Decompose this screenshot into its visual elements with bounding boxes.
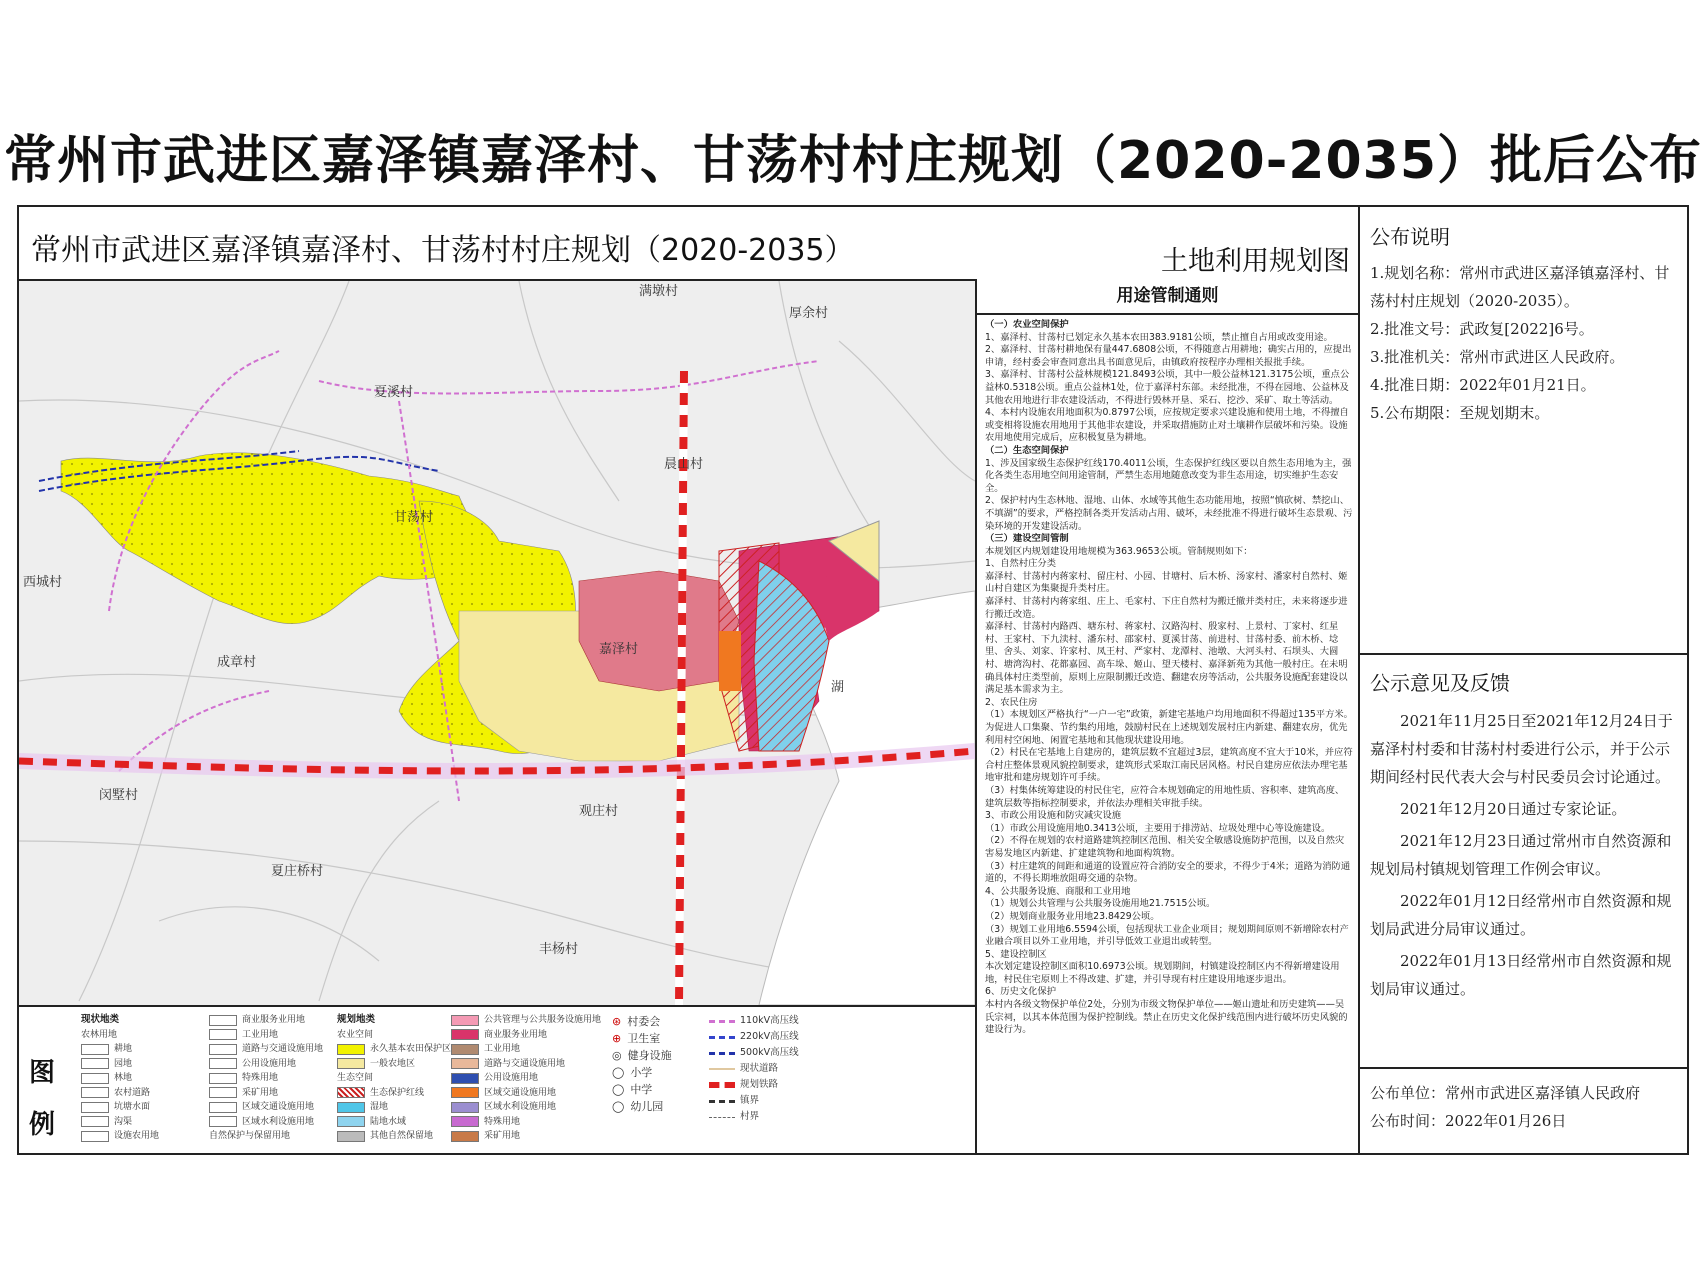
legend-item: 区域交通设施用地 xyxy=(209,1100,323,1115)
notice-panel xyxy=(1360,207,1687,1153)
legend-item: 自然保护与保留用地 xyxy=(209,1131,291,1141)
rules-paragraph: （1）本规划区严格执行“一户一宅”政策，新建宅基地户均用地面积不得超过135平方米。为促进人口集聚、节约集约用地，鼓励村民在上述规划发展村庄内新建、翻建农房，优先利用村空闲地、闲置宅基地和其他现状建设用地。 xyxy=(985,709,1353,746)
legend-item: 设施农用地 xyxy=(81,1129,159,1144)
legend-item: 农林用地 xyxy=(81,1029,118,1040)
legend-heading: 现状地类 xyxy=(81,1014,120,1025)
legend-item: 工业用地 xyxy=(209,1028,323,1043)
rules-body xyxy=(985,319,1353,1037)
rules-paragraph: （3）村庄建筑的间距和通道的设置应符合消防安全的要求，不得少于4米；道路为消防通道的，不得长期堆放阻碍交通的杂物。 xyxy=(985,860,1351,885)
feedback-item: 2021年12月20日通过专家论证。 xyxy=(1400,800,1627,818)
rules-paragraph: （2）村民在宅基地上自建房的，建筑层数不宜超过3层，建筑高度不宜大于10米，并应符合村庄整体景观风貌控制要求，建筑形式采取江南民居风格。村民自建房应依法办理宅基地审批和建房规划许可手续。 xyxy=(985,747,1353,784)
legend-item: 公共管理与公共服务设施用地 xyxy=(451,1013,601,1028)
rules-paragraph: （1）规划公共管理与公共服务设施用地21.7515公顷。 xyxy=(985,898,1216,910)
legend-item: 规划铁路 xyxy=(709,1077,799,1093)
legend-column-lines xyxy=(709,1013,799,1125)
legend-label: 图例 xyxy=(29,1058,56,1140)
village-label: 湖 xyxy=(831,680,845,695)
rules-paragraph: （2）规划商业服务业用地23.8429公顷。 xyxy=(985,910,1160,922)
village-label: 西城村 xyxy=(23,575,63,590)
rules-paragraph: 2、保护村内生态林地、湿地、山体、水域等其他生态功能用地，按照“慎砍树、禁挖山、不填湖”的要求，严格控制各类开发活动占用、破坏，未经批准不得进行破坏生态景观、污染环境的开发建设活动。 xyxy=(985,495,1353,532)
legend-item: 湿地 xyxy=(337,1100,451,1115)
rules-paragraph: 嘉泽村、甘荡村内路西、塘东村、蒋家村、汉路沟村、殷家村、上景村、丁家村、红星村、王家村、下九渎村、潘东村、邵家村、夏溪甘荡、前进村、甘荡村委、前木桥、埝里、舍头、刘家、许家村、凤王村、严家村、龙潭村、池墩、大河头村、石坝头、大圆村、塘湾沟村、花都嘉园、高车垛、姬山、望天楼村、嘉泽新苑为其他一般村庄。在未明确具体村庄类型前，原则上应限制搬迁改造、翻建农房等活动，公共服务设施配套建设以满足基本需求为主。 xyxy=(985,621,1348,696)
kindergarten-icon: ◯ xyxy=(612,1100,625,1113)
rules-paragraph: 本村内各级文物保护单位2处，分别为市级文物保护单位——姬山遗址和历史建筑——吴氏宗祠，以其本体范围为保护控制线。禁止在历史文化保护线范围内进行破坏历史风貌的建设行为。 xyxy=(985,999,1348,1036)
legend-item: 220kV高压线 xyxy=(709,1029,799,1045)
legend-item: ◯ 幼儿园 xyxy=(612,1100,664,1113)
rules-section-heading: （二）生态空间保护 xyxy=(985,444,1069,456)
legend-item: 陆地水域 xyxy=(337,1115,451,1130)
middle-school-icon: ◯ xyxy=(612,1083,625,1096)
legend-item: 沟渠 xyxy=(81,1115,159,1130)
legend-item: ◯ 中学 xyxy=(612,1083,653,1096)
rules-paragraph: 3、市政公用设施和防灾减灾设施 xyxy=(985,810,1122,822)
rules-section-heading: （一）农业空间保护 xyxy=(985,319,1069,330)
village-committee-icon: ⊛ xyxy=(612,1015,622,1028)
industrial-block xyxy=(719,631,741,691)
notice-title: 公布说明 xyxy=(1370,225,1450,249)
rules-paragraph: 本规划区内规划建设用地规模为363.9653公顷。管制规则如下： xyxy=(985,545,1253,557)
legend-item: 区域水利设施用地 xyxy=(451,1100,601,1115)
rules-paragraph: 3、嘉泽村、甘荡村公益林规模121.8493公顷，其中一般公益林121.3175公顷，重点公益林0.5318公顷。重点公益林1处，位于嘉泽村东部。未经批准，不得在园地、公益林及其他农用地进行非农建设活动，不得进行毁林开垦、采石、挖沙、采矿、取土等活动。 xyxy=(985,369,1350,406)
legend-item: 商业服务业用地 xyxy=(451,1028,601,1043)
legend-item: 采矿用地 xyxy=(451,1129,601,1144)
legend-item: 村界 xyxy=(709,1109,799,1125)
divider xyxy=(1360,653,1687,655)
legend-item: 现状道路 xyxy=(709,1061,799,1077)
usage-rules-panel xyxy=(977,279,1358,1153)
notice-item: 1.规划名称：常州市武进区嘉泽镇嘉泽村、甘荡村村庄规划（2020-2035）。 xyxy=(1370,264,1670,310)
notice-item: 4.批准日期：2022年01月21日。 xyxy=(1370,376,1596,394)
map-type-label: 土地利用规划图 xyxy=(1161,246,1350,277)
legend-item: 公用设施用地 xyxy=(451,1071,601,1086)
fitness-icon: ◎ xyxy=(612,1049,622,1062)
village-label: 夏溪村 xyxy=(374,385,414,400)
legend-item: 林地 xyxy=(81,1071,159,1086)
legend-item: 公用设施用地 xyxy=(209,1057,323,1072)
rules-paragraph: 本次划定建设控制区面积10.6973公顷。规划期间，村镇建设控制区内不得新增建设用地，村民住宅原则上不得改建、扩建，并引导现有村庄建设用地逐步退出。 xyxy=(985,961,1340,985)
village-label: 观庄村 xyxy=(579,804,619,819)
rules-paragraph: （1）市政公用设施用地0.3413公顷，主要用于排涝站、垃圾处理中心等设施建设。 xyxy=(985,822,1331,834)
feedback-item: 2022年01月12日经常州市自然资源和规划局武进分局审议通过。 xyxy=(1370,892,1672,938)
rules-paragraph: 1、涉及国家级生态保护红线170.4011公顷，生态保护红线区要以自然生态用地为主，强化各类生态用地空间用途管制，严禁生态用地随意改变为非生态用途，切实维护生态安全。 xyxy=(985,457,1352,494)
village-label: 丰杨村 xyxy=(539,942,579,957)
legend-item: 一般农地区 xyxy=(337,1057,451,1072)
legend-item: 镇界 xyxy=(709,1093,799,1109)
publish-info xyxy=(1360,1067,1687,1135)
map-panel xyxy=(19,207,1360,1153)
map-frame xyxy=(17,205,1689,1155)
legend-column-current-2 xyxy=(209,1013,323,1144)
legend-item: 500kV高压线 xyxy=(709,1045,799,1061)
legend-item: 农村道路 xyxy=(81,1086,159,1101)
feedback-item: 2021年12月23日通过常州市自然资源和规划局村镇规划管理工作例会审议。 xyxy=(1370,832,1672,878)
legend-column-planned xyxy=(337,1013,451,1144)
legend-item: 110kV高压线 xyxy=(709,1013,799,1029)
legend-item: 特殊用地 xyxy=(209,1071,323,1086)
legend-item: 商业服务业用地 xyxy=(209,1013,323,1028)
legend-item: 耕地 xyxy=(81,1042,159,1057)
main-title: 常州市武进区嘉泽镇嘉泽村、甘荡村村庄规划（2020-2035）批后公布 xyxy=(3,131,1703,191)
residential-core xyxy=(579,571,739,691)
legend-item: 生态保护红线 xyxy=(337,1086,451,1101)
rules-paragraph: 5、建设控制区 xyxy=(985,948,1047,960)
rules-paragraph: 2、嘉泽村、甘荡村耕地保有量447.6808公顷，不得随意占用耕地；确实占用的，应提出申请，经村委会审查同意出具书面意见后，由镇政府按程序办理相关报批手续。 xyxy=(985,344,1352,368)
legend-item: 坑塘水面 xyxy=(81,1100,159,1115)
village-label: 成章村 xyxy=(217,655,257,670)
legend-column-facilities xyxy=(612,1013,672,1115)
village-label: 闵墅村 xyxy=(99,788,139,803)
rules-paragraph: 嘉泽村、甘荡村内蒋家村、留庄村、小园、甘塘村、后木桥、汤家村、潘家村自然村、姬山村自建区为集聚提升类村庄。 xyxy=(985,570,1348,595)
land-use-map[interactable] xyxy=(19,279,977,1005)
legend-item: 工业用地 xyxy=(451,1042,601,1057)
village-label: 甘荡村 xyxy=(394,510,434,525)
legend-item: 其他自然保留地 xyxy=(337,1129,451,1144)
rules-paragraph: 4、公共服务设施、商服和工业用地 xyxy=(985,885,1131,897)
legend-item: 采矿用地 xyxy=(209,1086,323,1101)
notice-item: 5.公布期限：至规划期末。 xyxy=(1370,404,1550,422)
legend-item: ⊕ 卫生室 xyxy=(612,1032,661,1045)
legend-column-current xyxy=(81,1013,159,1144)
rules-paragraph: 6、历史文化保护 xyxy=(985,986,1056,998)
feedback-item: 2021年11月25日至2021年12月24日于嘉泽村村委和甘荡村村委进行公示，并于公示期间经村民代表大会与村民委员会讨论通过。 xyxy=(1370,712,1673,786)
legend-heading: 规划地类 xyxy=(337,1014,376,1025)
legend-item: 特殊用地 xyxy=(451,1115,601,1130)
rules-paragraph: 4、本村内设施农用地面积为0.8797公顷，应按规定要求兴建设施和使用土地，不得擅自或变相将设施农用地用于其他非农建设，并采取措施防止对土壤耕作层破坏和污染。设施农用地使用完成后，应积极复垦为耕地。 xyxy=(985,407,1349,444)
legend-item: 生态空间 xyxy=(337,1073,374,1083)
rules-paragraph: （3）村集体统筹建设的村民住宅，应符合本规划确定的用地性质、容积率、建筑高度、建筑层数等指标控制要求，并依法办理相关审批手续。 xyxy=(985,784,1345,809)
rules-paragraph: 嘉泽村、甘荡村内蒋家组、庄上、毛家村、下庄自然村为搬迁撤并类村庄，未来将逐步进行搬迁改造。 xyxy=(985,596,1348,620)
legend xyxy=(19,1005,977,1153)
legend-item: 区域水利设施用地 xyxy=(209,1115,323,1130)
rules-paragraph: 2、农民住房 xyxy=(985,696,1038,708)
legend-item: 区域交通设施用地 xyxy=(451,1086,601,1101)
clinic-icon: ⊕ xyxy=(612,1032,622,1045)
rules-title: 用途管制通则 xyxy=(977,279,1358,315)
feedback-title: 公示意见及反馈 xyxy=(1370,671,1510,695)
publish-unit: 公布单位：常州市武进区嘉泽镇人民政府 xyxy=(1370,1084,1641,1102)
village-label: 满墩村 xyxy=(639,284,679,299)
rules-paragraph: 1、自然村庄分类 xyxy=(985,558,1056,570)
village-label: 夏庄桥村 xyxy=(271,864,324,879)
legend-item: 园地 xyxy=(81,1057,159,1072)
notice-item: 3.批准机关：常州市武进区人民政府。 xyxy=(1370,348,1625,366)
legend-item: 道路与交通设施用地 xyxy=(209,1042,323,1057)
village-label: 厚余村 xyxy=(789,306,829,321)
legend-item: 永久基本农田保护区 xyxy=(337,1042,451,1057)
legend-item: ◯ 小学 xyxy=(612,1066,653,1079)
rules-section-heading: （三）建设空间管制 xyxy=(985,533,1069,545)
rules-paragraph: （2）不得在规划的农村道路建筑控制区范围、相关安全敏感设施防护范围，以及自然灾害易发地区内新建、扩建建筑物和地面构筑物。 xyxy=(985,835,1345,859)
feedback-item: 2022年01月13日经常州市自然资源和规划局审议通过。 xyxy=(1370,952,1672,998)
legend-item: 农业空间 xyxy=(337,1029,374,1040)
legend-item: 道路与交通设施用地 xyxy=(451,1057,601,1072)
legend-column-planned-2 xyxy=(451,1013,601,1144)
legend-item: ⊛ 村委会 xyxy=(612,1015,661,1028)
rules-paragraph: （3）规划工业用地6.5594公顷，包括现状工业企业项目；规划期间原则不新增除农村产业融合项目以外工业用地，并引导低效工业退出或转型。 xyxy=(985,923,1349,948)
primary-school-icon: ◯ xyxy=(612,1066,625,1079)
legend-item: ◎ 健身设施 xyxy=(612,1049,672,1062)
village-label: 嘉泽村 xyxy=(599,642,639,657)
plan-subtitle: 常州市武进区嘉泽镇嘉泽村、甘荡村村庄规划（2020-2035） xyxy=(31,233,855,268)
feedback-list xyxy=(1370,707,1680,1007)
land-use-map-canvas[interactable] xyxy=(19,281,975,1005)
publish-time: 公布时间：2022年01月26日 xyxy=(1370,1112,1567,1130)
notice-list xyxy=(1370,259,1678,427)
rules-paragraph: 1、嘉泽村、甘荡村已划定永久基本农田383.9181公顷，禁止擅自占用或改变用途。 xyxy=(985,331,1333,343)
notice-item: 2.批准文号：武政复[2022]6号。 xyxy=(1370,320,1594,338)
village-label: 晨山村 xyxy=(664,457,704,472)
